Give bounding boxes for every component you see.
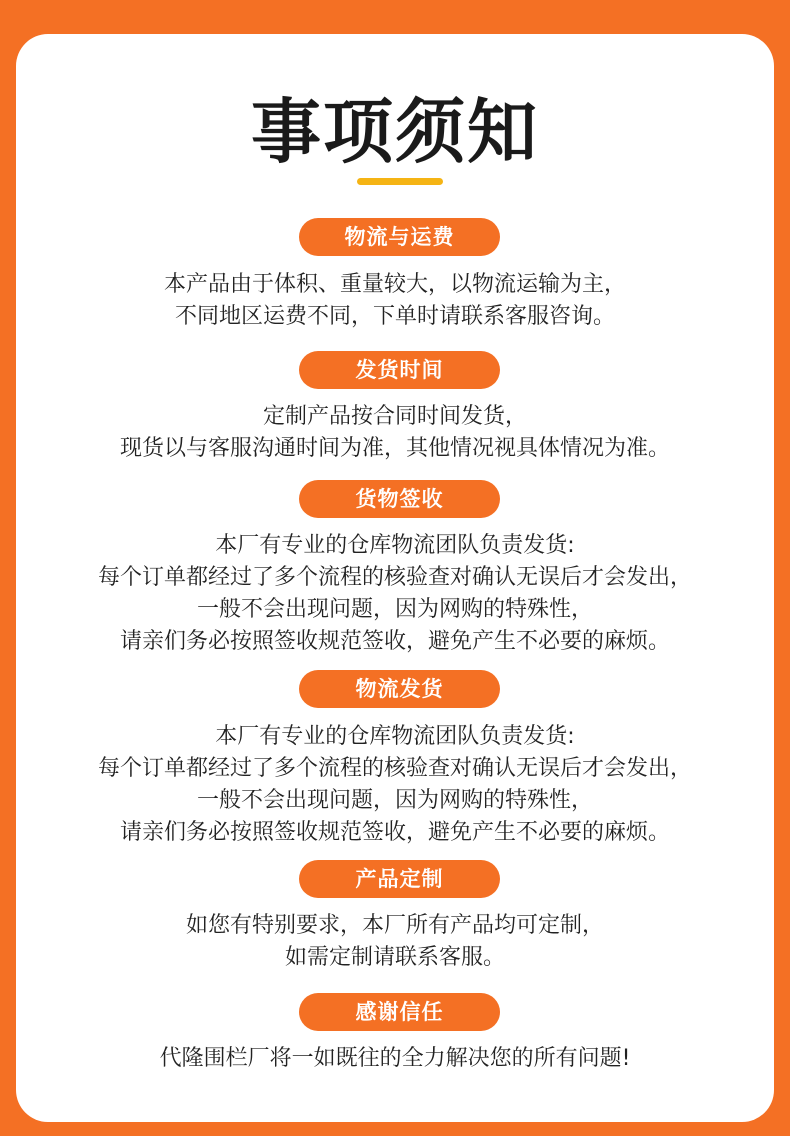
section-heading-goods-receipt: 货物签收 — [299, 480, 500, 518]
section-body-logistics-dispatch — [0, 721, 790, 849]
body-line: 请亲们务必按照签收规范签收，避免产生不必要的麻烦。 — [119, 629, 670, 654]
section-heading-logistics-dispatch: 物流发货 — [299, 670, 500, 708]
section-body-goods-receipt — [0, 530, 790, 658]
body-line: 本产品由于体积、重量较大，以物流运输为主， — [163, 272, 626, 297]
body-line: 如您有特别要求，本厂所有产品均可定制， — [185, 913, 604, 938]
body-line: 本厂有专业的仓库物流团队负责发货: — [215, 533, 575, 558]
body-line: 定制产品按合同时间发货， — [262, 404, 527, 429]
body-line: 现货以与客服沟通时间为准，其他情况视具体情况为准。 — [119, 436, 670, 461]
body-line: 如需定制请联系客服。 — [284, 945, 505, 970]
body-line: 请亲们务必按照签收规范签收，避免产生不必要的麻烦。 — [119, 820, 670, 845]
page-title: 事项须知 — [251, 91, 539, 173]
section-heading-logistics-shipping: 物流与运费 — [299, 218, 500, 256]
body-line: 每个订单都经过了多个流程的核验查对确认无误后才会发出， — [97, 756, 692, 781]
section-body-thanks — [0, 1043, 790, 1075]
body-line: 代隆围栏厂将一如既往的全力解决您的所有问题! — [159, 1046, 631, 1071]
section-heading-delivery-time: 发货时间 — [299, 351, 500, 389]
body-line: 每个订单都经过了多个流程的核验查对确认无误后才会发出， — [97, 565, 692, 590]
section-body-logistics-shipping — [0, 269, 790, 333]
body-line: 不同地区运费不同，下单时请联系客服咨询。 — [174, 304, 615, 329]
section-heading-thanks: 感谢信任 — [299, 993, 500, 1031]
section-body-delivery-time — [0, 401, 790, 465]
body-line: 一般不会出现问题，因为网购的特殊性， — [196, 788, 593, 813]
body-line: 本厂有专业的仓库物流团队负责发货: — [215, 724, 575, 749]
title-underline — [357, 178, 443, 185]
section-heading-product-customization: 产品定制 — [299, 860, 500, 898]
section-body-product-customization — [0, 910, 790, 974]
body-line: 一般不会出现问题，因为网购的特殊性， — [196, 597, 593, 622]
